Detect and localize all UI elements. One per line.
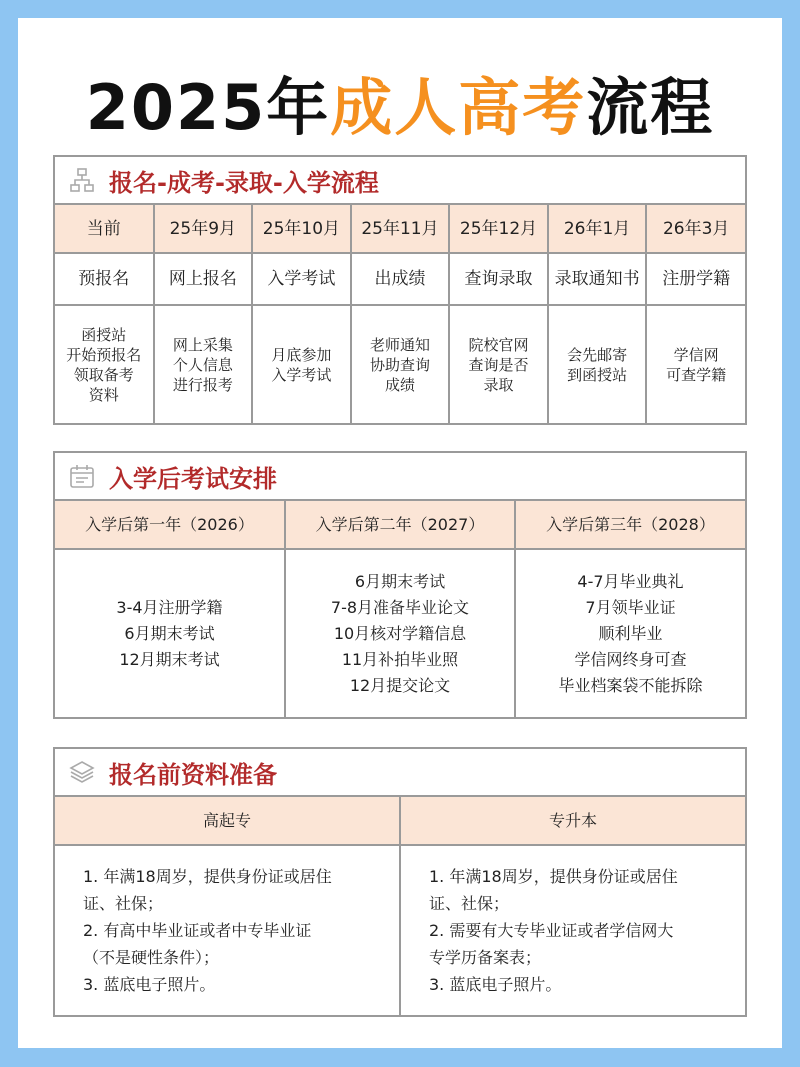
- cell-line: 7月领毕业证: [585, 597, 676, 617]
- cell-line: 3-4月注册学籍: [116, 597, 223, 617]
- cell-line: 证、社保；: [83, 894, 164, 913]
- materials-body-row: [55, 845, 745, 1015]
- exam-year-header: 入学后第三年（2028）: [515, 501, 745, 549]
- cell-line: 开始预报名: [66, 345, 142, 364]
- materials-type-items: [55, 845, 400, 1015]
- section-exam-schedule: [53, 451, 747, 719]
- process-desc-cell: [351, 305, 450, 423]
- cell-line: 领取备考: [73, 365, 134, 384]
- materials-type-header: 专升本: [400, 797, 745, 845]
- process-step-cell: 出成绩: [351, 253, 450, 305]
- cell-line: 毕业档案袋不能拆除: [558, 675, 703, 695]
- cell-line: 2. 需要有大专毕业证或者学信网大: [429, 921, 674, 940]
- process-time-row: [55, 205, 745, 253]
- section-process: [53, 155, 747, 425]
- process-time-cell: 25年11月: [351, 205, 450, 253]
- cell-line: 证、社保；: [429, 894, 510, 913]
- process-step-cell: 查询录取: [449, 253, 548, 305]
- cell-line: 学信网终身可查: [574, 649, 687, 669]
- section-materials-header: [55, 749, 745, 797]
- process-desc-cell: [548, 305, 647, 423]
- poster: [18, 18, 782, 1048]
- cell-line: 12月期末考试: [119, 649, 220, 669]
- cell-line: 11月补拍毕业照: [341, 649, 459, 669]
- exam-year-header: 入学后第一年（2026）: [55, 501, 285, 549]
- process-time-cell: 25年9月: [154, 205, 253, 253]
- process-time-cell: 25年12月: [449, 205, 548, 253]
- cell-line: 专学历备案表；: [429, 948, 542, 967]
- exam-year-items: [55, 549, 285, 717]
- cell-line: 3. 蓝底电子照片。: [83, 975, 216, 994]
- process-table: [55, 205, 745, 423]
- exam-body-row: [55, 549, 745, 717]
- exam-year-items: [285, 549, 515, 717]
- cell-line: 院校官网: [468, 335, 529, 354]
- cell-line: 录取: [483, 375, 514, 394]
- cell-line: 进行报考: [172, 375, 233, 394]
- exam-header-row: [55, 501, 745, 549]
- process-desc-cell: [646, 305, 745, 423]
- page-title: [18, 58, 782, 147]
- process-desc-cell: [252, 305, 351, 423]
- process-step-cell: 录取通知书: [548, 253, 647, 305]
- cell-line: 2. 有高中毕业证或者中专毕业证: [83, 921, 312, 940]
- materials-type-header: 高起专: [55, 797, 400, 845]
- process-step-cell: 预报名: [55, 253, 154, 305]
- process-time-cell: 25年10月: [252, 205, 351, 253]
- cell-line: 查询是否: [468, 355, 529, 374]
- cell-line: 会先邮寄: [567, 345, 628, 364]
- cell-line: 入学考试: [271, 365, 332, 384]
- exam-year-items: [515, 549, 745, 717]
- calendar-icon: [69, 463, 95, 489]
- section-materials: [53, 747, 747, 1017]
- cell-line: 7-8月准备毕业论文: [330, 597, 470, 617]
- section-exam-title: 入学后考试安排: [109, 464, 277, 493]
- cell-line: 3. 蓝底电子照片。: [429, 975, 562, 994]
- flowchart-icon: [69, 167, 95, 193]
- section-exam-header: [55, 453, 745, 501]
- cell-line: 资料: [88, 385, 119, 404]
- materials-table: [55, 797, 745, 1015]
- section-process-title: 报名-成考-录取-入学流程: [109, 168, 379, 197]
- section-process-header: [55, 157, 745, 205]
- process-desc-cell: [449, 305, 548, 423]
- title-highlight: 成人高考: [330, 71, 587, 144]
- cell-line: 6月期末考试: [124, 623, 215, 643]
- cell-line: 10月核对学籍信息: [333, 623, 467, 643]
- materials-type-items: [400, 845, 745, 1015]
- section-materials-title: 报名前资料准备: [109, 760, 277, 789]
- layers-icon: [69, 759, 95, 785]
- cell-line: 个人信息: [172, 355, 233, 374]
- process-step-cell: 入学考试: [252, 253, 351, 305]
- process-time-cell: 当前: [55, 205, 154, 253]
- process-desc-cell: [154, 305, 253, 423]
- process-desc-cell: [55, 305, 154, 423]
- process-time-cell: 26年3月: [646, 205, 745, 253]
- cell-line: 协助查询: [369, 355, 430, 374]
- cell-line: 4-7月毕业典礼: [577, 571, 684, 591]
- title-suffix: 流程: [586, 71, 715, 144]
- title-year: 2025年: [85, 71, 331, 144]
- cell-line: 学信网: [673, 345, 719, 364]
- cell-line: （不是硬性条件）；: [83, 948, 220, 967]
- process-step-cell: 网上报名: [154, 253, 253, 305]
- cell-line: 月底参加: [271, 345, 332, 364]
- cell-line: 网上采集: [172, 335, 233, 354]
- materials-header-row: [55, 797, 745, 845]
- cell-line: 12月提交论文: [349, 675, 451, 695]
- cell-line: 函授站: [81, 325, 127, 344]
- cell-line: 顺利毕业: [598, 623, 663, 643]
- cell-line: 老师通知: [369, 335, 430, 354]
- cell-line: 1. 年满18周岁，提供身份证或居住: [83, 867, 332, 886]
- cell-line: 1. 年满18周岁，提供身份证或居住: [429, 867, 678, 886]
- process-step-cell: 注册学籍: [646, 253, 745, 305]
- process-desc-row: [55, 305, 745, 423]
- cell-line: 可查学籍: [666, 365, 727, 384]
- exam-table: [55, 501, 745, 717]
- cell-line: 6月期末考试: [354, 571, 446, 591]
- cell-line: 到函授站: [567, 365, 628, 384]
- process-time-cell: 26年1月: [548, 205, 647, 253]
- exam-year-header: 入学后第二年（2027）: [285, 501, 515, 549]
- process-step-row: [55, 253, 745, 305]
- cell-line: 成绩: [384, 375, 415, 394]
